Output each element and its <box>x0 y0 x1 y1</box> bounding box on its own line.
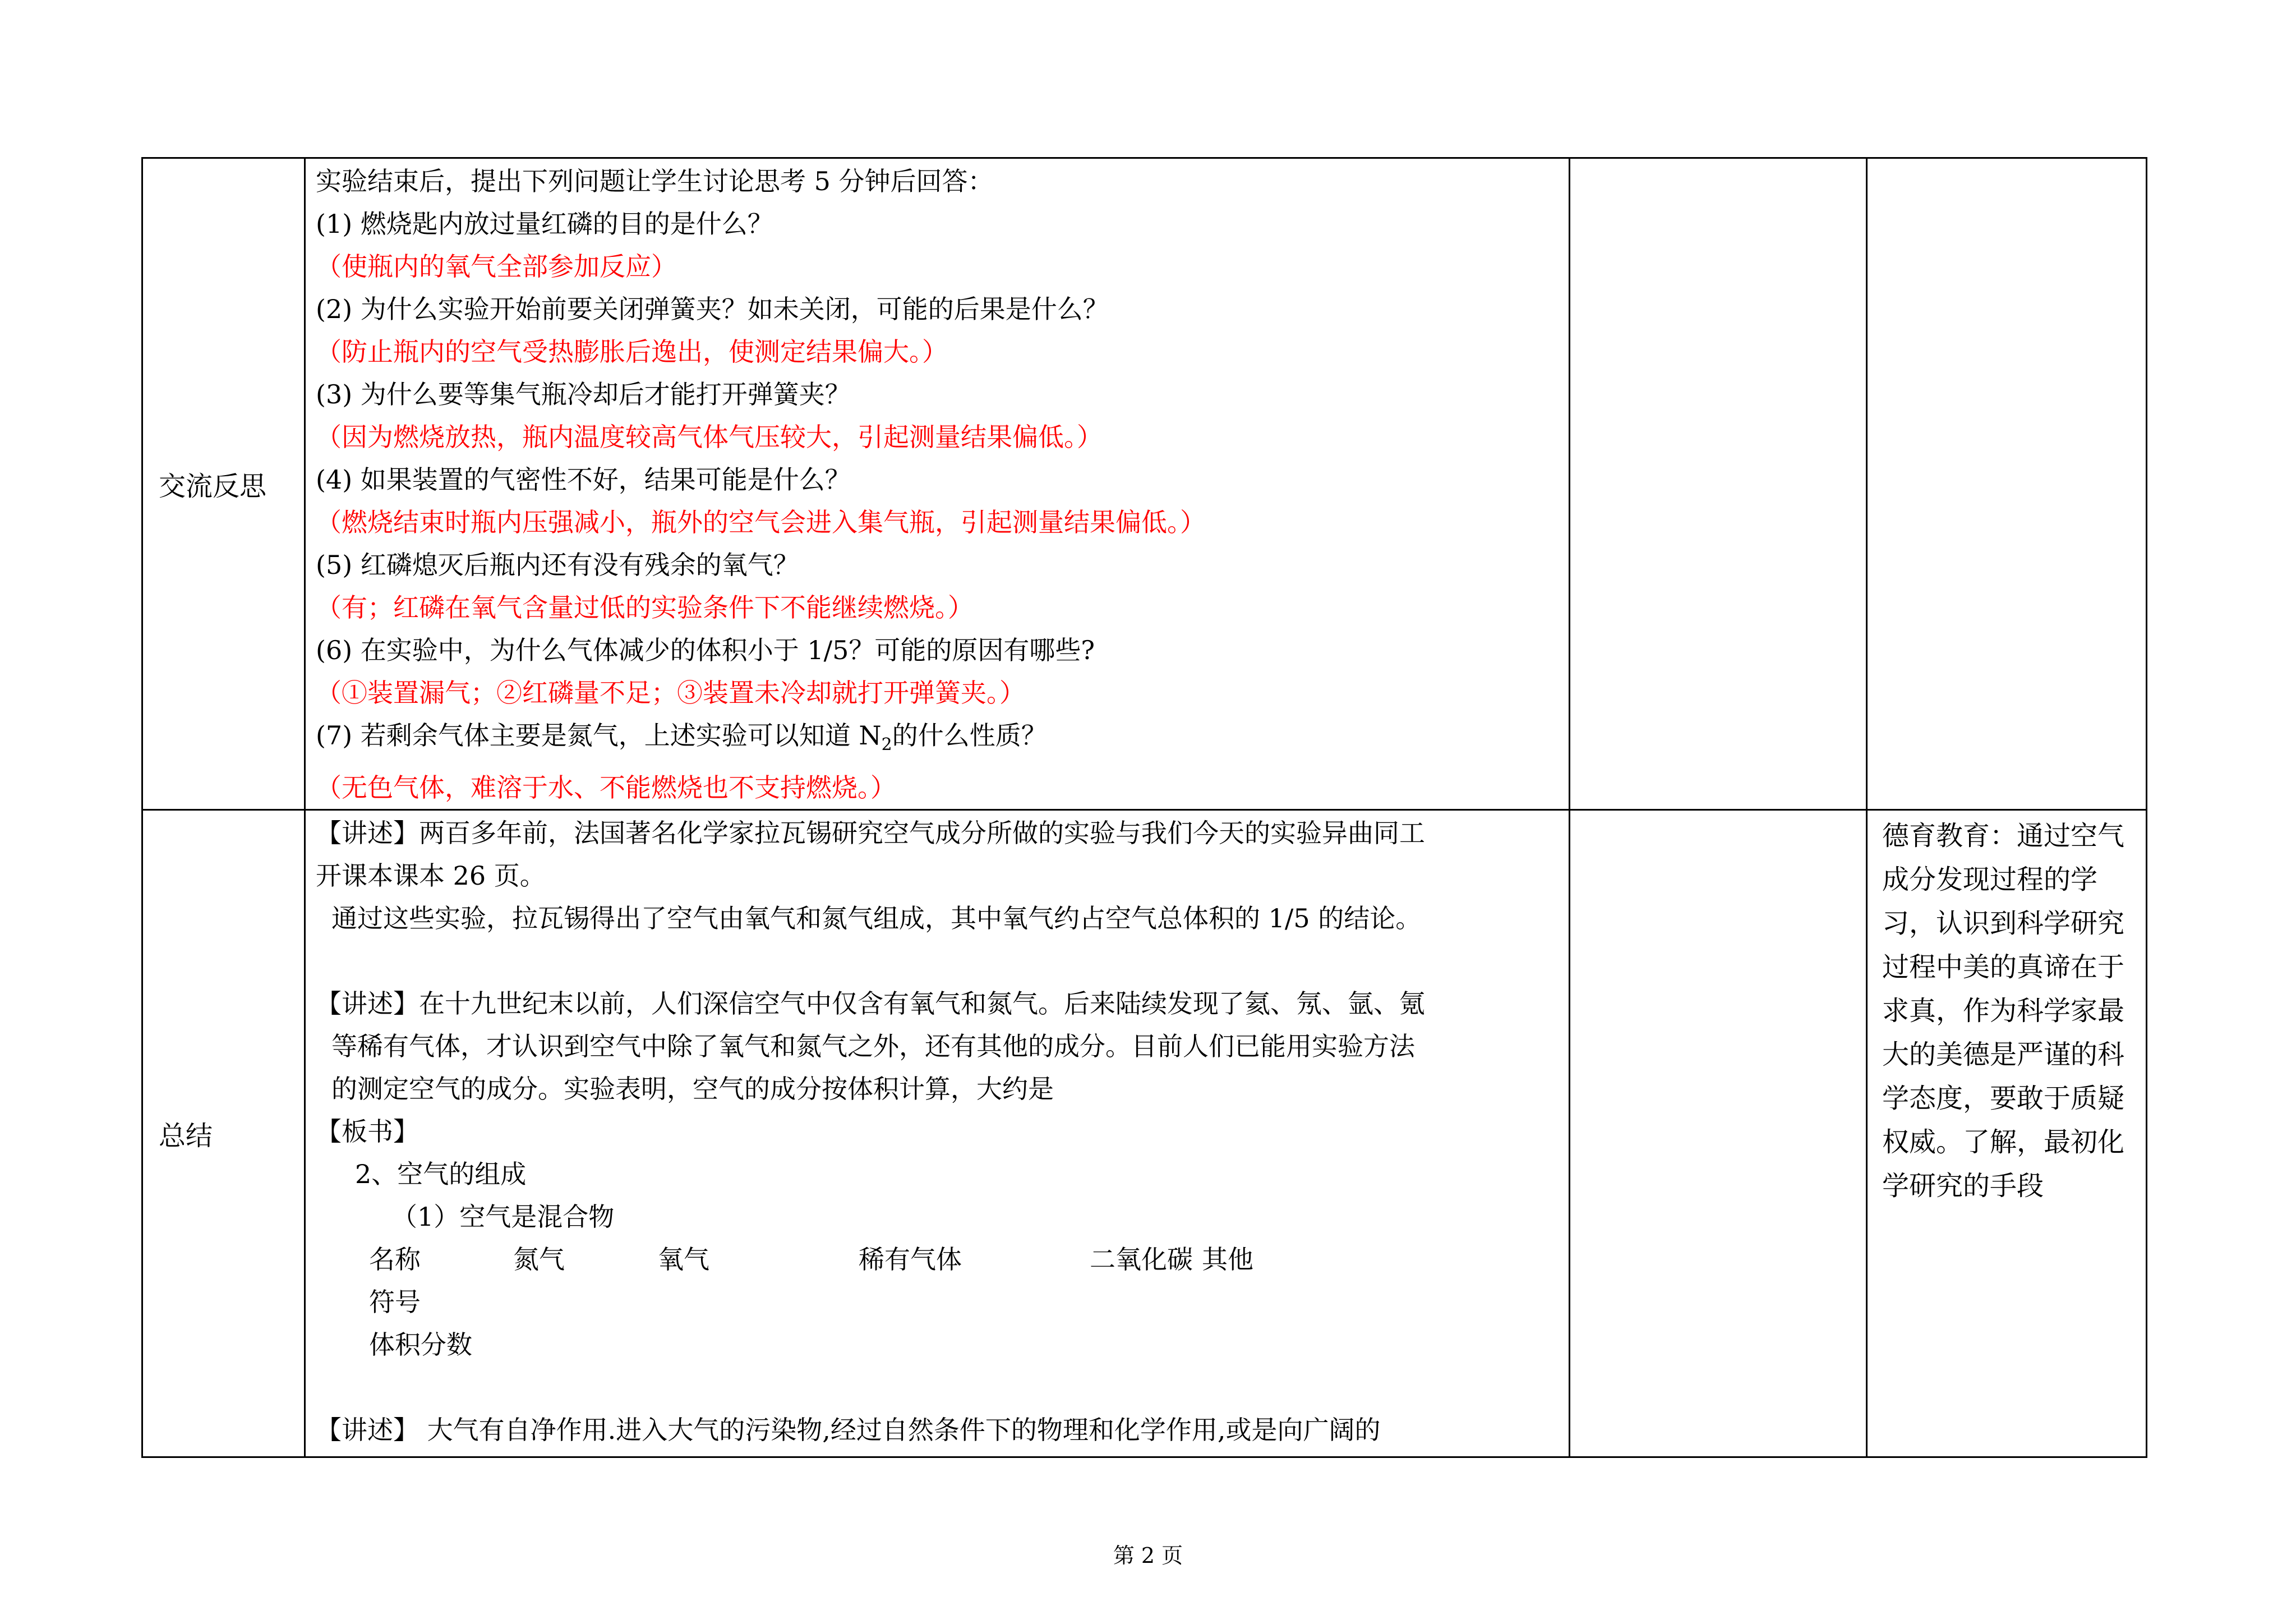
answer-1: （使瓶内的氧气全部参加反应） <box>316 251 677 282</box>
moral-education-cell <box>1867 810 2147 1457</box>
summary-line-6: 等稀有气体，才认识到空气中除了氧气和氮气之外，还有其他的成分。目前人们已能用实验方法 <box>331 1031 1415 1061</box>
board-header-nitrogen: 氮气 <box>513 1244 565 1275</box>
answer-7: （无色气体，难溶于水、不能燃烧也不支持燃烧。） <box>316 772 896 803</box>
summary-blank-line-2 <box>316 1366 1569 1409</box>
answer-3: （因为燃烧放热，瓶内温度较高气体气压较大，引起测量结果偏低。） <box>316 422 1103 452</box>
board-subheading: 2、空气的组成 <box>355 1159 527 1189</box>
board-header-name: 名称 <box>369 1244 421 1275</box>
question-7 <box>316 714 1569 766</box>
page-number: 第 2 页 <box>1113 1543 1183 1568</box>
summary-line-5: 【讲述】在十九世纪末以前，人们深信空气中仅含有氧气和氮气。后来陆续发现了氦、氖、氩、氪 <box>316 988 1425 1019</box>
board-header-oxygen: 氧气 <box>658 1244 709 1275</box>
board-heading: 【板书】 <box>316 1116 419 1147</box>
summary-line-3: 通过这些实验，拉瓦锡得出了空气由氧气和氮气组成，其中氧气约占空气总体积的 1/5 的结论。 <box>331 903 1422 933</box>
board-row-symbol: 符号 <box>369 1287 421 1317</box>
board-header-other: 其他 <box>1202 1244 1253 1275</box>
answer-6: （①装置漏气；②红磷量不足；③装置未冷却就打开弹簧夹。） <box>316 678 1025 708</box>
question-6: (6) 在实验中，为什么气体减少的体积小于 1/5？可能的原因有哪些? <box>316 635 1095 665</box>
moral-education-note: 德育教育：通过空气成分发现过程的学习，认识到科学研究过程中美的真谛在于求真，作为科学家最大的美德是严谨的科学态度，要敢于质疑权威。了解，最初化学研究的手段 <box>1882 820 2125 1202</box>
board-point: （1）空气是混合物 <box>391 1202 615 1232</box>
answer-5: （有；红磷在氧气含量过低的实验条件下不能继续燃烧。） <box>316 592 974 623</box>
summary-last-line: 【讲述】 大气有自净作用.进入大气的污染物,经过自然条件下的物理和化学作用,或是向广阔的 <box>316 1415 1381 1445</box>
row-label-reflection: 交流反思 <box>142 158 305 810</box>
board-header-co2: 二氧化碳 <box>1090 1244 1193 1275</box>
lesson-plan-table <box>141 157 2147 1458</box>
question-7-text: (7) 若剩余气体主要是氮气，上述实验可以知道 N <box>316 720 882 751</box>
question-2: (2) 为什么实验开始前要关闭弹簧夹？如未关闭，可能的后果是什么？ <box>316 294 1109 324</box>
empty-cell-summary <box>1570 810 1867 1457</box>
table-row-summary <box>142 810 2147 1457</box>
table-row-reflection <box>142 158 2147 810</box>
board-header-noble-gas: 稀有气体 <box>859 1244 962 1275</box>
summary-content-cell <box>305 810 1570 1457</box>
question-3: (3) 为什么要等集气瓶冷却后才能打开弹簧夹？ <box>316 379 851 410</box>
board-row-volume-fraction: 体积分数 <box>369 1329 472 1360</box>
question-4: (4) 如果装置的气密性不好，结果可能是什么？ <box>316 464 851 495</box>
summary-line-2: 开课本课本 26 页。 <box>316 861 546 891</box>
reflection-intro: 实验结束后，提出下列问题让学生讨论思考 5 分钟后回答： <box>316 166 994 196</box>
board-table-header <box>316 1238 1569 1281</box>
summary-line-7: 的测定空气的成分。实验表明，空气的成分按体积计算，大约是 <box>331 1074 1054 1104</box>
summary-line-1: 【讲述】两百多年前，法国著名化学家拉瓦锡研究空气成分所做的实验与我们今天的实验异曲同工 <box>316 818 1425 848</box>
question-5: (5) 红磷熄灭后瓶内还有没有残余的氧气？ <box>316 550 799 580</box>
row-label-summary: 总结 <box>142 810 305 1457</box>
question-1: (1) 燃烧匙内放过量红磷的目的是什么？ <box>316 209 773 239</box>
reflection-content-cell <box>305 158 1570 810</box>
answer-2: （防止瓶内的空气受热膨胀后逸出，使测定结果偏大。） <box>316 337 948 367</box>
summary-blank-line <box>316 940 1569 982</box>
question-7-text-end: 的什么性质？ <box>892 720 1047 751</box>
empty-cell-reflection-1 <box>1570 158 1867 810</box>
empty-cell-reflection-2 <box>1867 158 2147 810</box>
answer-4: （燃烧结束时瓶内压强减小，瓶外的空气会进入集气瓶，引起测量结果偏低。） <box>316 507 1206 537</box>
question-7-subscript: 2 <box>881 735 892 755</box>
